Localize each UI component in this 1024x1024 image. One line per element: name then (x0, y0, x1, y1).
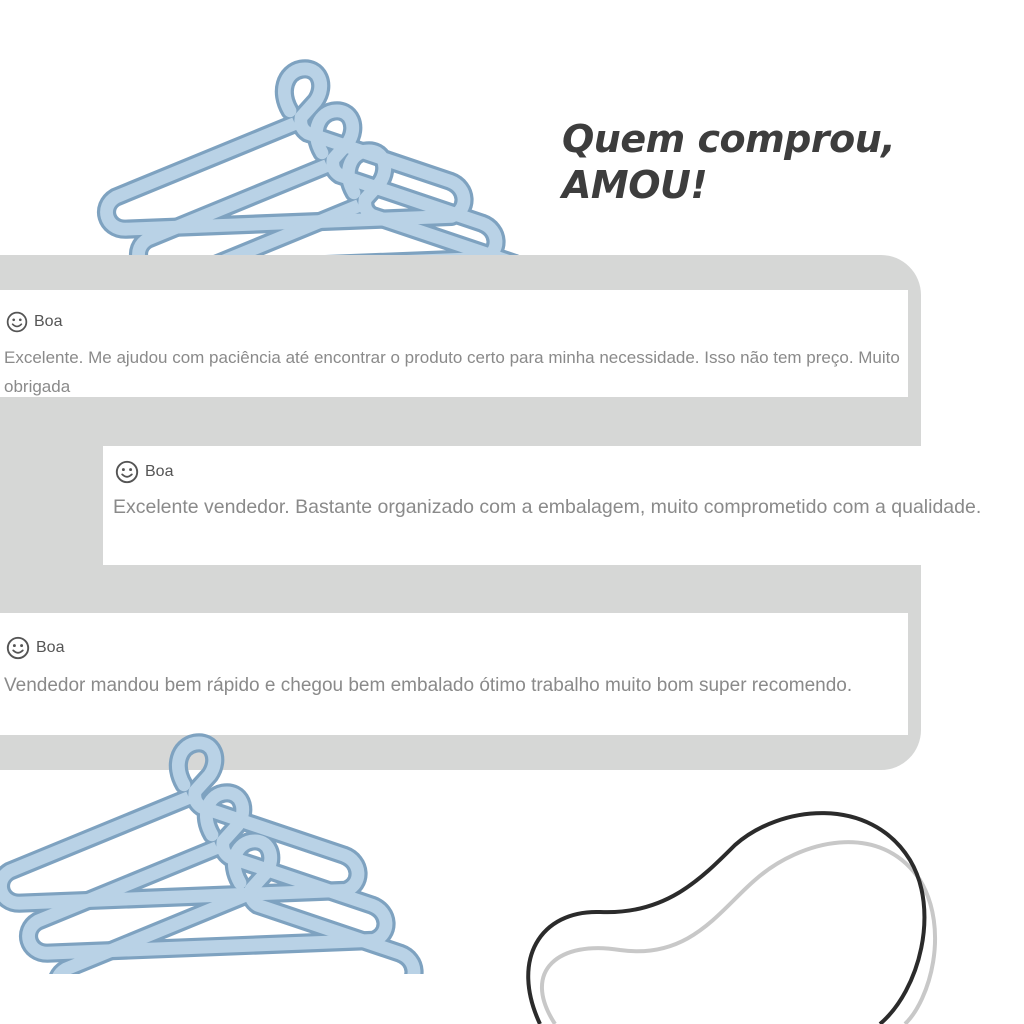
rating-label: Boa (145, 463, 174, 480)
smiley-face-icon (6, 636, 30, 660)
headline (562, 116, 895, 208)
smiley-face-icon (115, 460, 139, 484)
rating-label: Boa (34, 313, 63, 330)
review-rating (6, 636, 64, 660)
wave-line-light (542, 842, 935, 1024)
headline-line-1: Quem comprou, (562, 117, 896, 161)
review-rating (115, 460, 173, 484)
rating-label: Boa (36, 639, 65, 656)
smiley-face-icon (6, 311, 28, 333)
hangers-illustration-bottom (0, 712, 430, 974)
hangers-illustration-top (80, 20, 540, 270)
review-comment: Excelente. Me ajudou com paciência até encontrar o produto certo para minha necessidade. Isso não tem preço. Muito obrigada (4, 348, 900, 396)
review-comment: Vendedor mandou bem rápido e chegou bem embalado ótimo trabalho muito bom super recomendo. (4, 675, 853, 696)
decorative-wave-lines (500, 800, 960, 1024)
headline-line-2: AMOU! (562, 163, 708, 207)
review-comment: Excelente vendedor. Bastante organizado com a embalagem, muito comprometido com a qualidade. (113, 496, 982, 518)
review-rating (6, 311, 62, 333)
